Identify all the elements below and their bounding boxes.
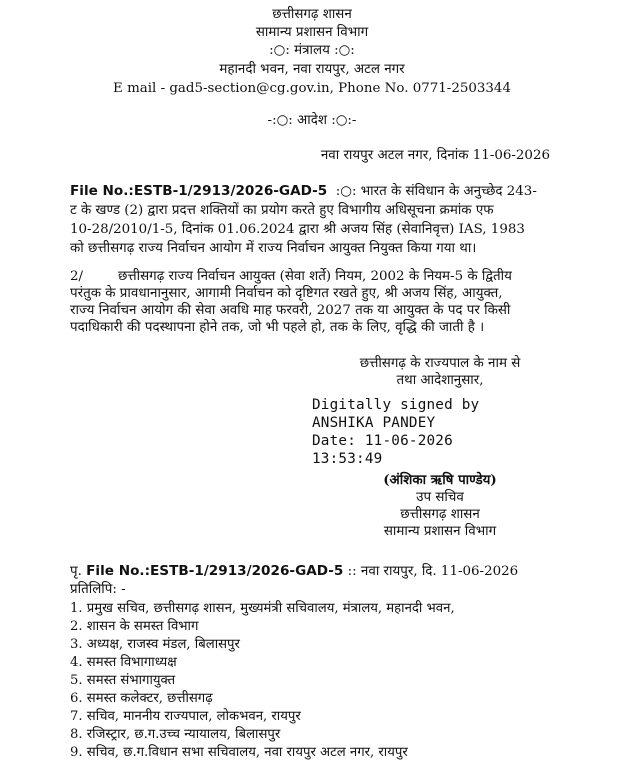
governor-order-line-1: छत्तीसगढ़ के राज्यपाल के नाम से	[359, 356, 521, 371]
paragraph-1	[70, 183, 550, 257]
header-contact: E mail - gad5-section@cg.gov.in, Phone No. 0771-2503344	[113, 81, 511, 96]
digital-signature-date: Date: 11-06-2026	[312, 433, 453, 449]
endorsement-file-number: File No.:ESTB-1/2913/2026-GAD-5	[86, 563, 344, 579]
digital-signature-line-1: Digitally signed by	[312, 397, 480, 413]
header-ministry: :○: मंत्रालय :○:	[269, 43, 355, 58]
paragraph-2-line-4: पदाधिकारी की पदस्थापना होने तक, जो भी पहले हो, तक के लिए, वृद्धि की जाती है ।	[70, 320, 485, 335]
signatory-government: छत्तीसगढ़ शासन	[400, 507, 480, 522]
paragraph-1-line-4: को छत्तीसगढ़ राज्य निर्वाचन आयोग में राज्य निर्वाचन आयुक्त नियुक्त किया गया था।	[70, 241, 477, 256]
endorsement-prefix: पृ.	[70, 564, 82, 579]
list-item: 7. सचिव, माननीय राज्यपाल, लोकभवन, रायपुर	[70, 709, 301, 724]
header-address: महानदी भवन, नवा रायपुर, अटल नगर	[219, 62, 405, 77]
paragraph-1-line-2: ट के खण्ड (2) द्वारा प्रदत्त शक्तियों का प्रयोग करते हुए विभागीय अधिसूचना क्रमांक एफ	[70, 203, 494, 218]
signatory-name: (अंशिका ऋषि पाण्डेय)	[383, 472, 497, 488]
order-title: -:○: आदेश :○:-	[267, 113, 357, 128]
signatory-designation: उप सचिव	[416, 490, 464, 505]
list-item: 3. अध्यक्ष, राजस्व मंडल, बिलासपुर	[70, 637, 240, 652]
paragraph-1-line-1	[70, 183, 550, 200]
list-item: 9. सचिव, छ.ग.विधान सभा सचिवालय, नवा रायपुर अटल नगर, रायपुर	[70, 745, 408, 760]
header-department: सामान्य प्रशासन विभाग	[255, 25, 369, 40]
header-government: छत्तीसगढ़ शासन	[272, 7, 352, 22]
list-item: 1. प्रमुख सचिव, छत्तीसगढ़ शासन, मुख्यमंत्री सचिवालय, मंत्रालय, महानदी भवन,	[70, 601, 455, 616]
copy-label: प्रतिलिपि: -	[70, 582, 126, 597]
governor-order	[340, 355, 540, 389]
endorsement-place-date: :: नवा रायपुर, दि. 11-06-2026	[347, 564, 519, 579]
endorsement-line	[70, 563, 518, 580]
file-number: File No.:ESTB-1/2913/2026-GAD-5	[70, 183, 328, 199]
paragraph-2	[70, 268, 550, 336]
list-item: 6. समस्त कलेक्टर, छत्तीसगढ़	[70, 691, 213, 706]
paragraph-2-line-2: परंतुक के प्रावधानानुसार, आगामी निर्वाचन को दृष्टिगत रखते हुए, श्री अजय सिंह, आयुक्त,	[70, 286, 503, 301]
copy-list	[70, 600, 455, 762]
paragraph-2-line-3: राज्य निर्वाचन आयोग की सेवा अवधि माह फरवरी, 2027 तक या आयुक्त के पद पर किसी	[70, 303, 511, 318]
list-item: 8. रजिस्ट्रार, छ.ग.उच्च न्यायालय, बिलासपुर	[70, 727, 281, 742]
list-item: 2. शासन के समस्त विभाग	[70, 619, 199, 634]
list-item: 4. समस्त विभागाध्यक्ष	[70, 655, 177, 670]
signatory-department: सामान्य प्रशासन विभाग	[383, 524, 497, 539]
paragraph-2-line-1: छत्तीसगढ़ राज्य निर्वाचन आयुक्त (सेवा शर्ते) नियम, 2002 के नियम-5 के द्वितीय	[118, 269, 512, 284]
place-date: नवा रायपुर अटल नगर, दिनांक 11-06-2026	[320, 148, 550, 163]
governor-order-line-2: तथा आदेशानुसार,	[396, 373, 484, 388]
digital-signature-name: ANSHIKA PANDEY	[312, 415, 436, 431]
digital-signature	[312, 396, 479, 468]
paragraph-1-line-3: 10-28/2010/1-5, दिनांक 01.06.2024 द्वारा श्री अजय सिंह (सेवानिवृत्त) IAS, 1983	[70, 222, 525, 237]
paragraph-2-number: 2/	[70, 269, 84, 284]
digital-signature-time: 13:53:49	[312, 451, 383, 467]
signatory-block	[340, 472, 540, 540]
paragraph-1-text: :○: भारत के संविधान के अनुच्छेद 243-	[335, 184, 537, 199]
list-item: 5. समस्त संभागायुक्त	[70, 673, 176, 688]
